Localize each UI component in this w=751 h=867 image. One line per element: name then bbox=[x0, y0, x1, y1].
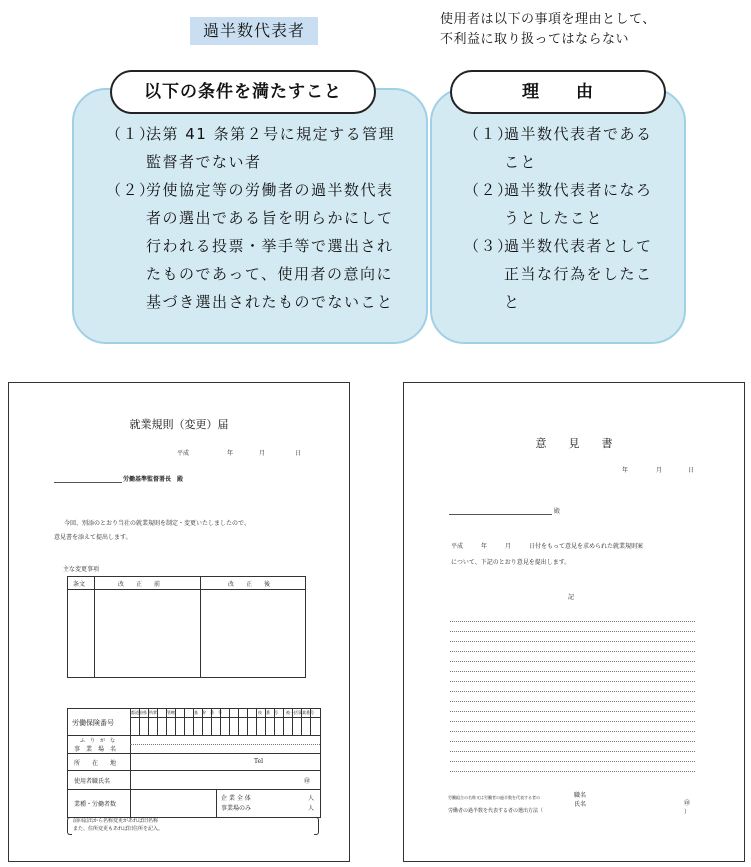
changes-col-rule bbox=[200, 577, 201, 677]
company-total-label: 企 業 全 体 bbox=[221, 795, 251, 802]
insurance-cell-rule bbox=[157, 709, 158, 735]
reason-line: 過半数代表者として bbox=[504, 237, 653, 255]
opinion-date-year: 年 bbox=[622, 467, 629, 474]
insurance-cell-rule bbox=[256, 709, 257, 735]
changes-col-rule bbox=[94, 577, 95, 677]
reason-line: こと bbox=[504, 153, 538, 171]
work-rules-notification-form bbox=[8, 382, 350, 862]
opinion-seal: ㊞ bbox=[684, 800, 691, 807]
date-month: 月 bbox=[259, 450, 266, 457]
date-era: 平成 bbox=[177, 450, 190, 457]
reason-line: 正当な行為をしたこ bbox=[504, 265, 653, 283]
opinion-addressee-suffix: 殿 bbox=[554, 508, 561, 515]
reason-line: うとしたこと bbox=[504, 209, 604, 227]
info-row-rule bbox=[68, 770, 320, 771]
industry-label: 業種・労働者数 bbox=[74, 801, 117, 808]
info-row-rule bbox=[68, 753, 320, 754]
opinion-name-label: 氏名 bbox=[574, 801, 587, 808]
company-total-persons: 人 bbox=[308, 795, 315, 802]
addressee-underline bbox=[54, 482, 122, 483]
footnote-left-bracket bbox=[67, 817, 72, 835]
opinion-writing-line bbox=[450, 681, 695, 682]
note-line-1: 使用者は以下の事項を理由として、 bbox=[440, 12, 656, 27]
opinion-writing-line bbox=[450, 691, 695, 692]
insurance-cell-rule bbox=[238, 709, 239, 735]
reason-line: 過半数代表者になろ bbox=[504, 181, 653, 199]
date-day: 日 bbox=[295, 450, 302, 457]
form-title: 就業規則（変更）届 bbox=[129, 418, 229, 431]
opinion-ki: 記 bbox=[568, 594, 575, 601]
body-line-2: 意見書を添えて提出します。 bbox=[54, 534, 132, 541]
tel-label: Tel bbox=[254, 758, 264, 765]
note-line-2: 不利益に取り扱ってはならない bbox=[440, 32, 630, 47]
footnote-line-2: また、住所変更もあれば旧住所を記入。 bbox=[73, 826, 164, 832]
addressee: 労働基準監督署長 殿 bbox=[123, 476, 184, 483]
condition-line: 者の選出である旨を明らかにして bbox=[146, 209, 394, 227]
condition-line: 基づき選出されたものでないこと bbox=[146, 293, 394, 311]
reason-num-1: （１） bbox=[464, 125, 514, 143]
insurance-label: 労働保険番号 bbox=[72, 719, 114, 727]
majority-representative-label: 過半数代表者 bbox=[190, 17, 318, 45]
insurance-header: 管轄 bbox=[167, 710, 175, 715]
condition-line: 労使協定等の労働者の過半数代表 bbox=[146, 181, 394, 199]
opinion-document-form bbox=[403, 382, 745, 862]
condition-item-1 bbox=[106, 120, 416, 176]
reason-line: と bbox=[504, 293, 521, 311]
employer-seal: ㊞ bbox=[304, 778, 311, 785]
opinion-signature-line-1: 労働組合の名称又は労働者の過半数を代表する者の bbox=[448, 795, 540, 800]
col-after: 改 正 後 bbox=[228, 581, 271, 588]
col-article: 条文 bbox=[73, 581, 86, 588]
insurance-header: 枝 番 号 bbox=[258, 710, 278, 715]
opinion-date-day: 日 bbox=[688, 467, 695, 474]
opinion-writing-line bbox=[450, 701, 695, 702]
info-col-rule bbox=[130, 709, 131, 817]
condition-line: たものであって、使用者の意向に bbox=[146, 265, 394, 283]
headcount-col-rule bbox=[216, 789, 217, 817]
insurance-cell-rule bbox=[283, 709, 284, 735]
furigana-label: ふ り が な bbox=[80, 738, 116, 744]
opinion-title: 意 見 書 bbox=[535, 437, 613, 450]
reason-line: 過半数代表者である bbox=[504, 125, 653, 143]
col-before: 改 正 前 bbox=[118, 581, 161, 588]
opinion-writing-line bbox=[450, 661, 695, 662]
condition-line: 監督者でない者 bbox=[146, 153, 262, 171]
opinion-writing-line bbox=[450, 651, 695, 652]
condition-line: 法第 41 条第２号に規定する管理 bbox=[146, 125, 396, 143]
opinion-writing-line bbox=[450, 671, 695, 672]
opinion-signature-line-2: 労働者の過半数を代表する者の選出方法（ bbox=[448, 808, 544, 814]
site-only-label: 事業場のみ bbox=[221, 805, 252, 812]
furigana-dotted-rule bbox=[130, 744, 320, 745]
opinion-writing-line bbox=[450, 631, 695, 632]
condition-line: 行われる投票・挙手等で選出され bbox=[146, 237, 394, 255]
reason-item-3 bbox=[464, 232, 674, 316]
body-line-1: 今回、別添のとおり当社の就業規則を制定・変更いたしましたので、 bbox=[64, 520, 250, 527]
reason-item-1 bbox=[464, 120, 674, 176]
reason-item-2 bbox=[464, 176, 674, 232]
opinion-writing-line bbox=[450, 761, 695, 762]
reasons-title: 理 由 bbox=[450, 70, 666, 114]
opinion-writing-line bbox=[450, 711, 695, 712]
opinion-writing-line bbox=[450, 641, 695, 642]
employer-info-table bbox=[67, 708, 321, 818]
opinion-writing-line bbox=[450, 751, 695, 752]
conditions-title: 以下の条件を満たすこと bbox=[110, 70, 376, 114]
date-year: 年 bbox=[227, 450, 234, 457]
employer-label: 使用者職氏名 bbox=[74, 778, 111, 785]
reason-num-3: （３） bbox=[464, 237, 514, 255]
site-only-persons: 人 bbox=[308, 805, 315, 812]
changes-label: 主な変更事項 bbox=[63, 566, 100, 573]
footnote-right-bracket bbox=[314, 817, 319, 835]
changes-header-rule bbox=[68, 589, 305, 590]
opinion-writing-line bbox=[450, 741, 695, 742]
business-name-label: 事 業 場 名 bbox=[74, 746, 117, 753]
info-row-rule bbox=[68, 789, 320, 790]
opinion-date-month: 月 bbox=[656, 467, 663, 474]
info-row-rule bbox=[68, 735, 320, 736]
insurance-cell-rule bbox=[247, 709, 248, 735]
reasons-list bbox=[464, 120, 674, 316]
opinion-body-line-1: 平成 年 月 日付をもって意見を求められた就業規則案 bbox=[451, 543, 644, 550]
insurance-header: 基 幹 番 号 bbox=[194, 710, 222, 715]
opinion-writing-line bbox=[450, 731, 695, 732]
opinion-addressee-underline bbox=[449, 514, 552, 515]
condition-num-2: （２） bbox=[106, 181, 156, 199]
insurance-header: 所掌 bbox=[149, 710, 157, 715]
address-label: 所 在 地 bbox=[74, 760, 117, 767]
insurance-cell-rule bbox=[229, 709, 230, 735]
opinion-body-line-2: について、下記のとおり意見を提出します。 bbox=[451, 559, 571, 566]
condition-num-1: （１） bbox=[106, 125, 156, 143]
condition-item-2 bbox=[106, 176, 416, 316]
footnote-line-1: 前回届出から名称変更があれば旧名称 bbox=[73, 818, 159, 824]
insurance-header: 被一括事業番号 bbox=[286, 710, 314, 715]
opinion-close-paren: ） bbox=[684, 809, 691, 816]
changes-table bbox=[67, 576, 306, 678]
reason-num-2: （２） bbox=[464, 181, 514, 199]
insurance-cell-rule bbox=[175, 709, 176, 735]
insurance-header: 都道府県 bbox=[131, 710, 147, 715]
opinion-writing-line bbox=[450, 721, 695, 722]
prohibition-note bbox=[440, 10, 656, 50]
opinion-writing-line bbox=[450, 771, 695, 772]
insurance-cell-rule bbox=[184, 709, 185, 735]
opinion-role-label: 職名 bbox=[574, 792, 587, 799]
opinion-writing-line bbox=[450, 621, 695, 622]
conditions-list bbox=[106, 120, 416, 316]
